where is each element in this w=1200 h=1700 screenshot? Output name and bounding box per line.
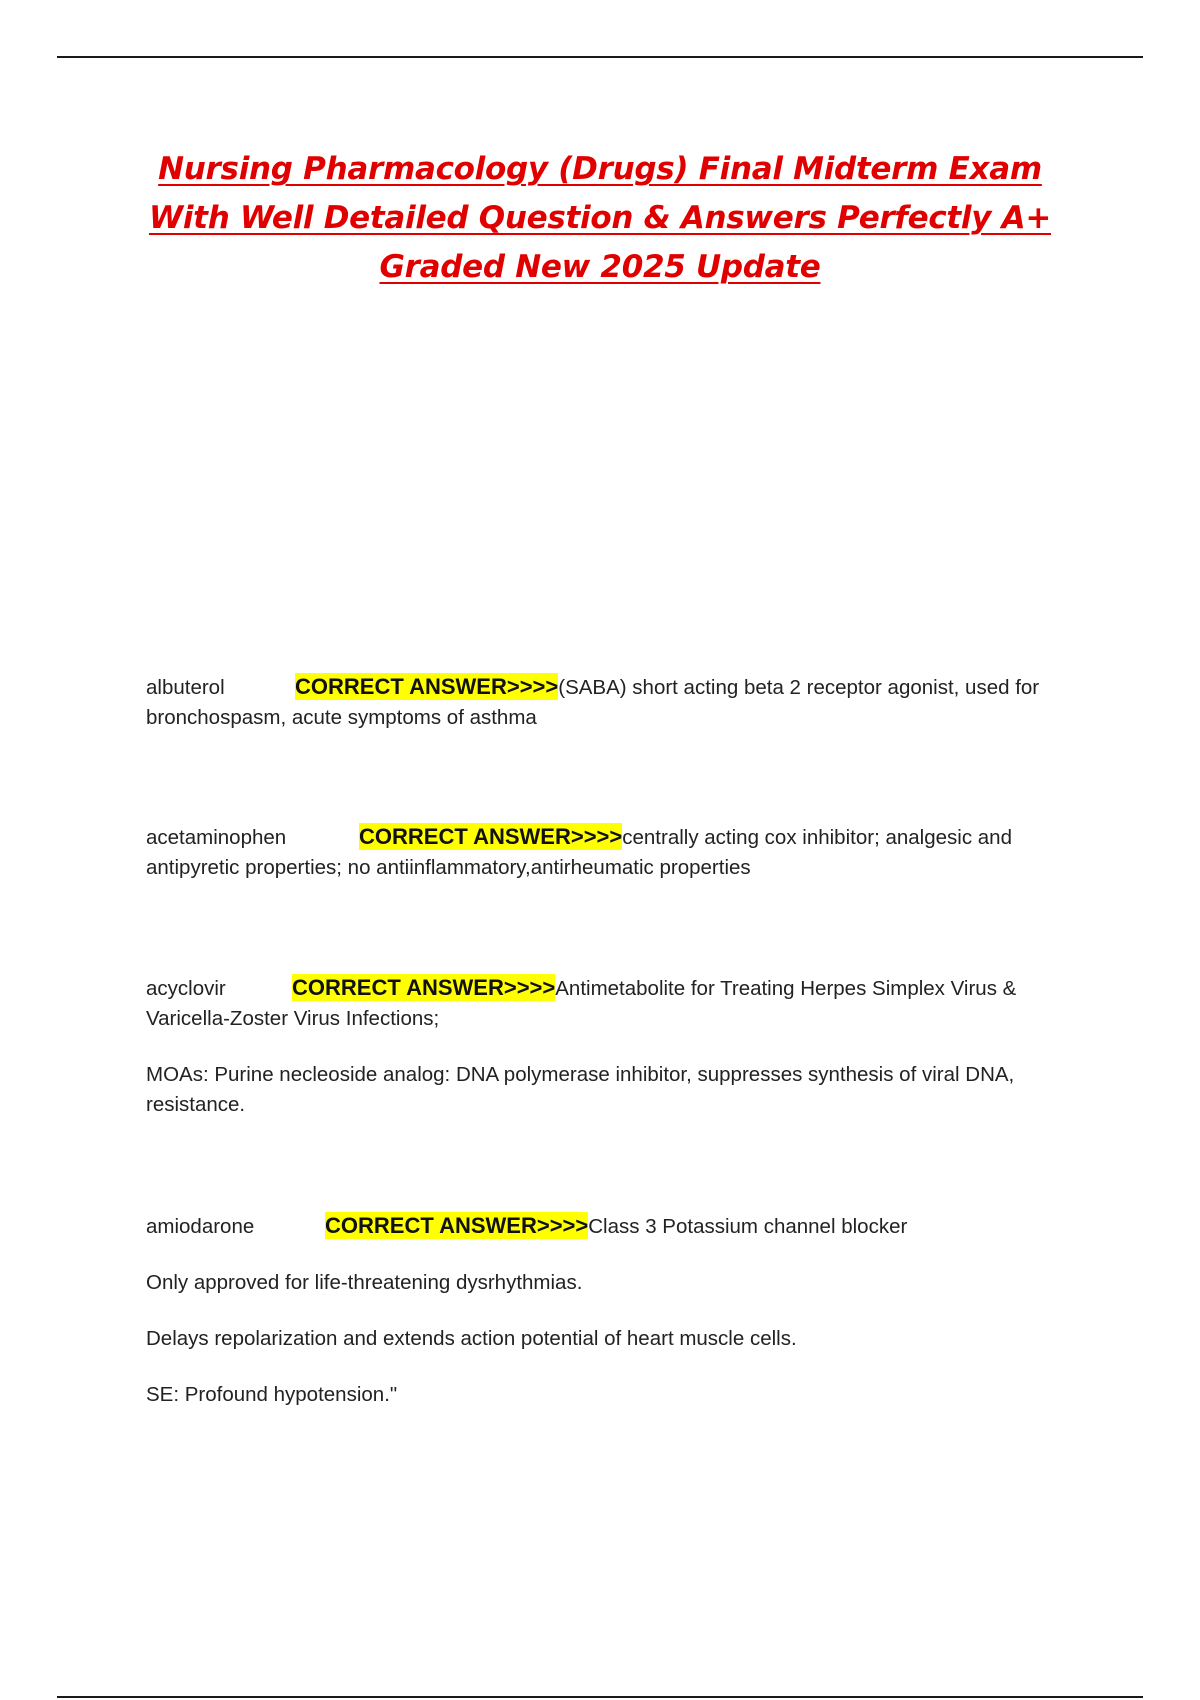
top-rule bbox=[57, 56, 1143, 58]
drug-term: acetaminophen bbox=[146, 826, 287, 849]
title-line-1: Nursing Pharmacology (Drugs) Final Midterm Exam bbox=[158, 151, 1042, 187]
answer-text: (SABA) short acting beta 2 receptor agonist, used for bronchospasm, acute symptoms of asthma bbox=[146, 676, 1040, 729]
drug-term: amiodarone bbox=[146, 1215, 255, 1238]
bottom-rule bbox=[57, 1696, 1143, 1698]
qa-entry-amiodarone bbox=[146, 1211, 1086, 1410]
qa-answer-line bbox=[146, 973, 1086, 1034]
qa-entry-albuterol bbox=[146, 672, 1086, 733]
correct-answer-badge: CORRECT ANSWER>>>> bbox=[325, 1213, 589, 1238]
document-title bbox=[120, 145, 1080, 292]
drug-term: albuterol bbox=[146, 676, 225, 699]
correct-answer-badge: CORRECT ANSWER>>>> bbox=[295, 674, 559, 699]
answer-text: Antimetabolite for Treating Herpes Simplex Virus & Varicella-Zoster Virus Infections; bbox=[146, 977, 1017, 1030]
answer-text: centrally acting cox inhibitor; analgesic and antipyretic properties; no antiinflammatory,antirheumatic properties bbox=[146, 826, 1012, 879]
title-line-3: Graded New 2025 Update bbox=[379, 249, 821, 285]
answer-note: Only approved for life-threatening dysrhythmias. bbox=[146, 1271, 583, 1294]
qa-answer-line bbox=[146, 672, 1086, 733]
qa-entry-acyclovir bbox=[146, 973, 1086, 1120]
qa-answer-line bbox=[146, 1211, 1086, 1242]
answer-note: Delays repolarization and extends action potential of heart muscle cells. bbox=[146, 1327, 797, 1350]
correct-answer-badge: CORRECT ANSWER>>>> bbox=[359, 824, 623, 849]
drug-term: acyclovir bbox=[146, 977, 226, 1000]
answer-text: Class 3 Potassium channel blocker bbox=[588, 1215, 908, 1238]
answer-note: SE: Profound hypotension." bbox=[146, 1383, 398, 1406]
qa-entry-acetaminophen bbox=[146, 822, 1086, 883]
correct-answer-badge: CORRECT ANSWER>>>> bbox=[292, 975, 556, 1000]
title-line-2: With Well Detailed Question & Answers Perfectly A+ bbox=[148, 200, 1052, 236]
answer-note: MOAs: Purine necleoside analog: DNA polymerase inhibitor, suppresses synthesis of viral DNA, resistance. bbox=[146, 1063, 1015, 1116]
qa-answer-line bbox=[146, 822, 1086, 883]
